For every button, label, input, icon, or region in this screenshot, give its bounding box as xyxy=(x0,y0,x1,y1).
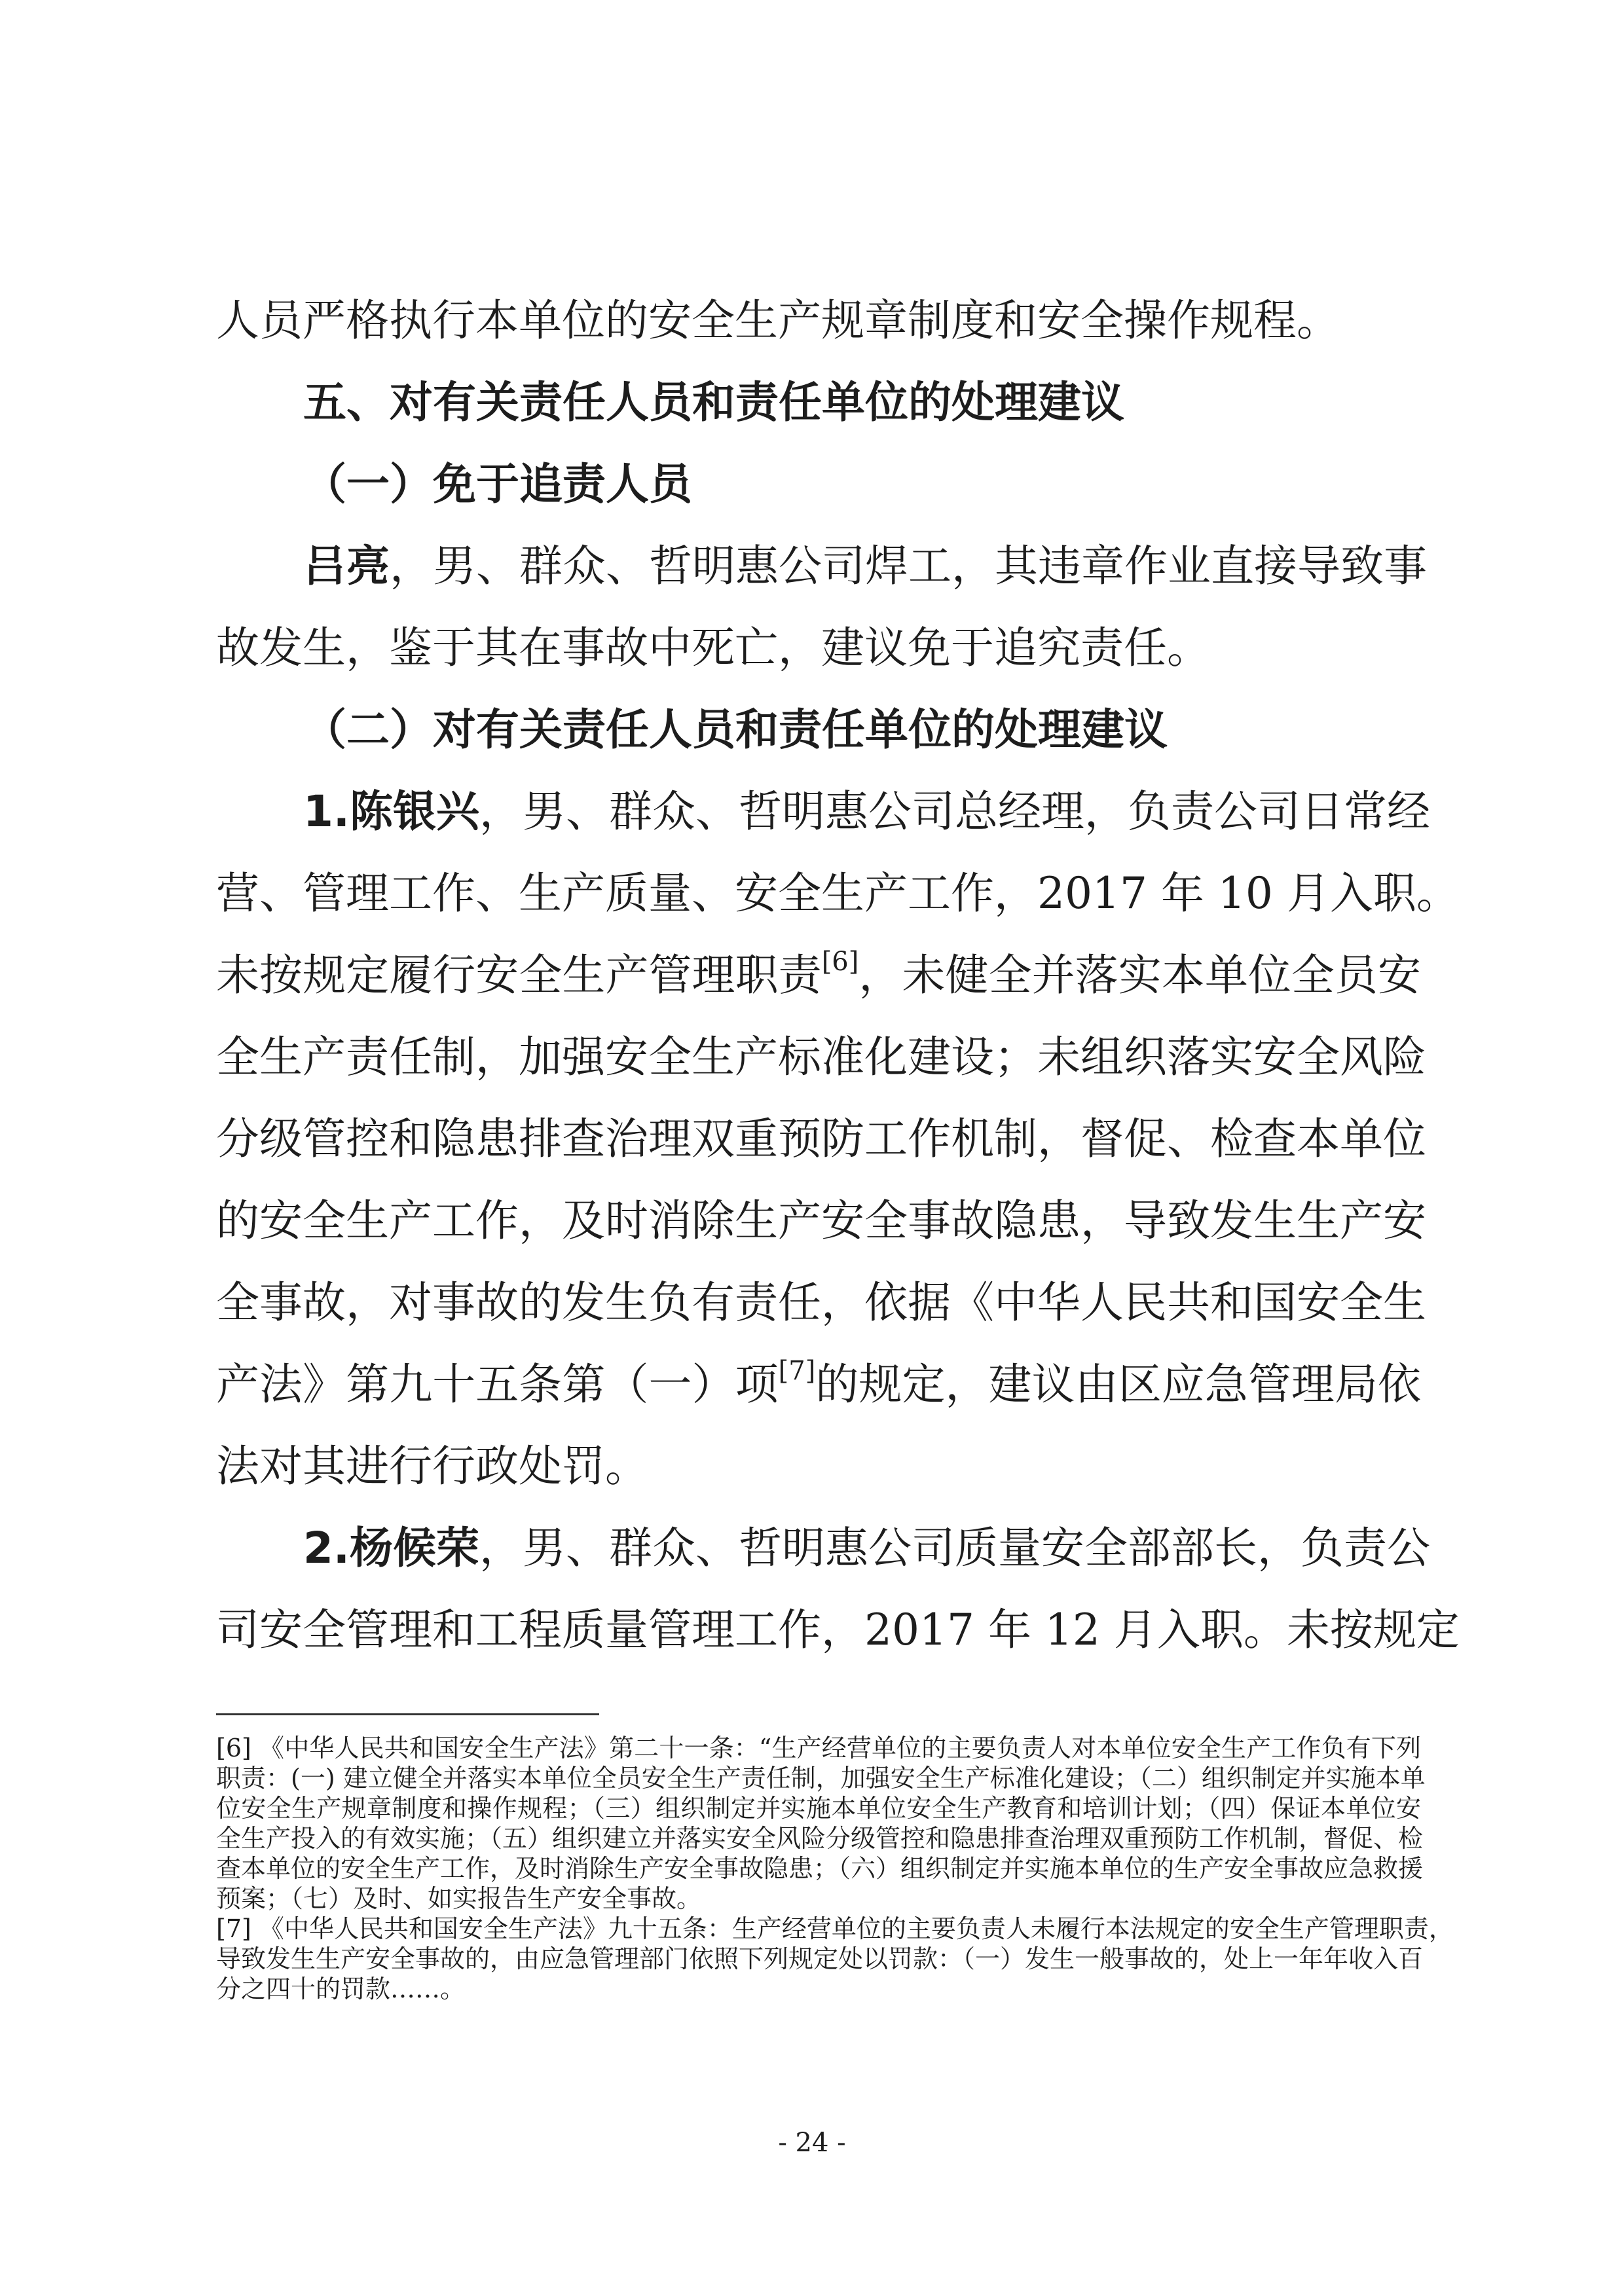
footnote-line: [6] 《中华人民共和国安全生产法》第二十一条：“生产经营单位的主要负责人对本单位安全生产工作负有下列 xyxy=(216,1734,1421,1762)
body-text: ，男、群众、哲明惠公司质量安全部部长，负责公 xyxy=(479,1523,1430,1573)
footnote-ref-6: [6] xyxy=(821,947,859,977)
footnote-line: [7] 《中华人民共和国安全生产法》九十五条：生产经营单位的主要负责人未履行本法规定的安全生产管理职责， xyxy=(216,1914,1454,1943)
section-heading-5: 五、对有关责任人员和责任单位的处理建议 xyxy=(303,377,1124,428)
person-name: 1.陈银兴 xyxy=(303,786,479,837)
body-line: 故发生，鉴于其在事故中死亡，建议免于追究责任。 xyxy=(216,623,1210,673)
body-line xyxy=(216,949,1421,1002)
footnote-line: 位安全生产规章制度和操作规程；（三）组织制定并实施本单位安全生产教育和培训计划；（四）保证本单位安 xyxy=(216,1794,1421,1823)
person-name: 吕亮 xyxy=(303,541,390,591)
subsection-heading-2: （二）对有关责任人员和责任单位的处理建议 xyxy=(303,704,1168,755)
footnote-separator xyxy=(216,1713,599,1715)
footnote-line: 全生产投入的有效实施；（五）组织建立并落实安全风险分级管控和隐患排查治理双重预防工作机制，督促、检 xyxy=(216,1824,1424,1853)
body-line: 分级管控和隐患排查治理双重预防工作机制，督促、检查本单位 xyxy=(216,1114,1426,1164)
body-line xyxy=(303,1522,1430,1575)
body-line: 法对其进行行政处罚。 xyxy=(216,1441,648,1491)
body-line xyxy=(303,540,1427,592)
body-line: 人员严格执行本单位的安全生产规章制度和安全操作规程。 xyxy=(216,295,1340,346)
footnote-line: 职责：(一) 建立健全并落实本单位全员安全生产责任制，加强安全生产标准化建设；（二）组织制定并实施本单 xyxy=(216,1764,1426,1793)
body-line: 营、管理工作、生产质量、安全生产工作，2017 年 10 月入职。 xyxy=(216,868,1460,919)
body-line xyxy=(216,1358,1421,1411)
body-text: 的规定，建议由区应急管理局依 xyxy=(815,1359,1422,1410)
body-line xyxy=(303,786,1430,838)
body-line: 全事故，对事故的发生负有责任，依据《中华人民共和国安全生 xyxy=(216,1277,1426,1328)
body-text: ，男、群众、哲明惠公司总经理，负责公司日常经 xyxy=(479,786,1430,837)
page-number: - 24 - xyxy=(778,2128,846,2158)
footnote-ref-7: [7] xyxy=(778,1356,816,1386)
body-line: 全生产责任制，加强安全生产标准化建设；未组织落实安全风险 xyxy=(216,1032,1426,1082)
footnote-line: 导致发生生产安全事故的，由应急管理部门依照下列规定处以罚款：（一）发生一般事故的，处上一年年收入百 xyxy=(216,1944,1424,1973)
body-line: 的安全生产工作，及时消除生产安全事故隐患，导致发生生产安 xyxy=(216,1195,1426,1246)
body-line: 司安全管理和工程质量管理工作，2017 年 12 月入职。未按规定 xyxy=(216,1605,1460,1655)
subsection-heading-1: （一）免于追责人员 xyxy=(303,459,692,509)
person-name: 2.杨候荣 xyxy=(303,1523,479,1573)
body-text: 未按规定履行安全生产管理职责 xyxy=(216,950,822,1000)
footnote-line: 预案；（七）及时、如实报告生产安全事故。 xyxy=(216,1884,702,1913)
footnote-line: 查本单位的安全生产工作，及时消除生产安全事故隐患；（六）组织制定并实施本单位的生产安全事故应急救援 xyxy=(216,1854,1424,1883)
body-text: 产法》第九十五条第（一）项 xyxy=(216,1359,779,1410)
body-text: ，未健全并落实本单位全员安 xyxy=(858,950,1422,1000)
footnote-line: 分之四十的罚款……。 xyxy=(216,1975,466,2003)
body-text: ，男、群众、哲明惠公司焊工，其违章作业直接导致事 xyxy=(390,541,1427,591)
